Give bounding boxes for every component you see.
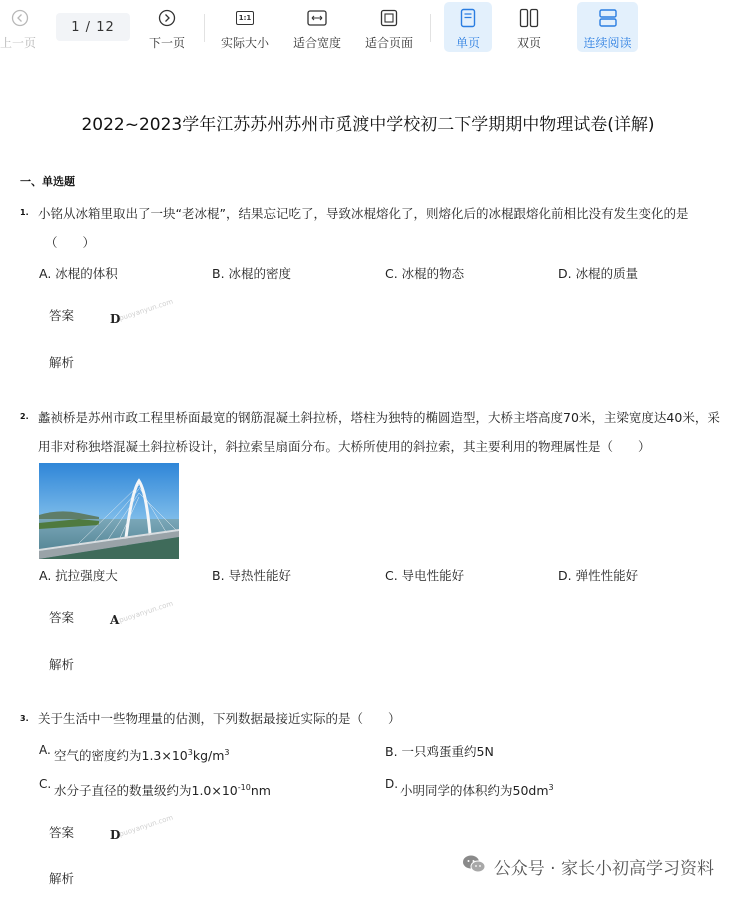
double-page-label: 双页 <box>516 36 541 50</box>
question-text: 蠡祯桥是苏州市政工程里桥面最宽的钢筋混凝土斜拉桥，塔柱为独特的椭圆造型，大桥主塔高度70米，主梁宽度达40米，采 <box>38 410 720 425</box>
option-b: B. 导热性能好 <box>212 568 292 583</box>
option-a-exponent: 3 <box>187 747 193 757</box>
wechat-icon <box>462 854 486 879</box>
toolbar-divider <box>204 14 205 42</box>
toolbar-divider <box>430 14 431 42</box>
answer-value: D <box>110 312 121 326</box>
option-a-text: 空气的密度约为1.3×10 <box>54 748 188 763</box>
option-a: A. 冰棍的体积 <box>39 266 118 281</box>
actual-size-icon-text: 1:1 <box>236 11 254 25</box>
question-number: 3. <box>20 714 29 723</box>
bridge-image <box>39 463 179 559</box>
question-number: 2. <box>20 412 29 421</box>
watermark-text: puoyanyun.com <box>118 599 175 625</box>
option-c: C. 冰棍的物态 <box>385 266 465 281</box>
option-d-text: 小明同学的体积约为50dm <box>400 783 549 798</box>
fit-width-button[interactable] <box>290 2 344 52</box>
option-a: A. 抗拉强度大 <box>39 568 118 583</box>
single-page-button[interactable] <box>444 2 492 52</box>
option-d-letter: D. <box>385 777 399 791</box>
chevron-right-icon <box>158 6 176 30</box>
actual-size-button[interactable] <box>218 2 272 52</box>
option-d: D. 冰棍的质量 <box>558 266 639 281</box>
chevron-left-icon <box>11 6 29 30</box>
page-number-input[interactable] <box>56 13 130 41</box>
continuous-read-label: 连续阅读 <box>583 36 632 50</box>
option-c-unit: nm <box>250 783 271 798</box>
analysis-label: 解析 <box>49 355 75 370</box>
fit-page-label: 适合页面 <box>364 36 413 50</box>
document-title: 2022~2023学年江苏苏州苏州市觅渡中学校初二下学期期中物理试卷(详解) <box>81 115 655 135</box>
option-a-letter: A. <box>39 743 51 757</box>
watermark-label: 公众号 · 家长小初高学习资料 <box>493 859 714 879</box>
answer-label: 答案 <box>49 308 75 323</box>
option-a-unit: kg/m <box>192 748 225 763</box>
option-d <box>400 781 554 799</box>
analysis-label: 解析 <box>49 657 75 672</box>
question-text: 关于生活中一些物理量的估测，下列数据最接近实际的是（ ） <box>38 711 401 726</box>
option-c: C. 导电性能好 <box>385 568 465 583</box>
current-page: 1 <box>71 19 81 35</box>
option-d: D. 弹性性能好 <box>558 568 639 583</box>
option-a <box>54 746 230 764</box>
question-text-cont: 用非对称独塔混凝土斜拉桥设计，斜拉索呈扇面分布。大桥所使用的斜拉索，其主要利用的物理属性是（ ） <box>38 439 651 454</box>
single-page-label: 单页 <box>455 36 480 50</box>
section-heading: 一、单选题 <box>20 175 75 188</box>
answer-value: D <box>110 828 121 842</box>
answer-value: A <box>110 613 120 627</box>
question-text-cont: （ ） <box>45 235 96 250</box>
option-c-letter: C. <box>39 777 52 791</box>
analysis-label: 解析 <box>49 871 75 886</box>
option-c-text: 水分子直径的数量级约为1.0×10 <box>54 783 238 798</box>
answer-label: 答案 <box>49 825 75 840</box>
wechat-watermark <box>462 854 714 879</box>
option-a-unit-exponent: 3 <box>224 747 230 757</box>
actual-size-icon <box>236 6 254 30</box>
fit-page-button[interactable] <box>362 2 416 52</box>
fit-page-icon <box>380 6 398 30</box>
question-number: 1. <box>20 208 29 217</box>
continuous-read-icon <box>598 6 618 30</box>
double-page-icon <box>519 6 539 30</box>
prev-page-button[interactable] <box>0 2 40 52</box>
watermark-text: puoyanyun.com <box>118 813 175 839</box>
fit-width-label: 适合宽度 <box>292 36 341 50</box>
watermark-text: puoyanyun.com <box>118 297 175 323</box>
fit-width-icon <box>307 6 327 30</box>
next-page-label: 下一页 <box>148 36 185 50</box>
prev-page-label: 上一页 <box>0 36 36 50</box>
option-b: B. 一只鸡蛋重约5N <box>385 744 494 759</box>
total-pages: 12 <box>96 19 115 35</box>
question-text: 小铭从冰箱里取出了一块“老冰棍”，结果忘记吃了，导致冰棍熔化了，则熔化后的冰棍跟熔化前相比没有发生变化的是 <box>38 206 689 221</box>
option-b: B. 冰棍的密度 <box>212 266 292 281</box>
actual-size-label: 实际大小 <box>220 36 269 50</box>
option-c-exponent: -10 <box>237 782 251 792</box>
double-page-button[interactable] <box>506 2 552 52</box>
viewer-toolbar <box>0 0 736 56</box>
answer-label: 答案 <box>49 610 75 625</box>
single-page-icon <box>460 6 476 30</box>
option-c <box>54 781 271 799</box>
next-page-button[interactable] <box>144 2 190 52</box>
page-separator: / <box>80 19 97 35</box>
option-d-exponent: 3 <box>548 782 554 792</box>
continuous-read-button[interactable] <box>577 2 638 52</box>
